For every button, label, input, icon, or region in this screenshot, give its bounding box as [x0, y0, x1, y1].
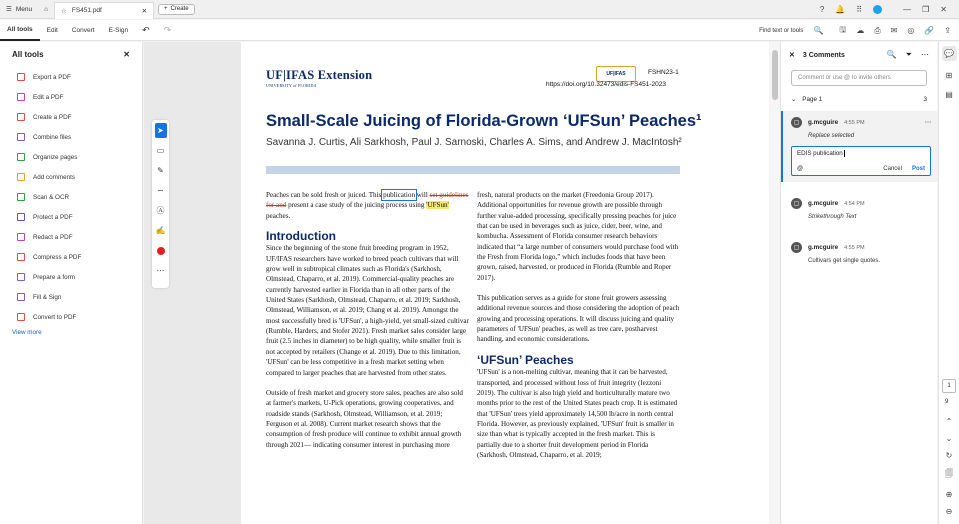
text-run: present a case study of the juicing process using — [286, 201, 427, 210]
bell-icon[interactable]: 🔔 — [835, 5, 846, 14]
comments-rail-icon[interactable]: 💬 — [942, 46, 957, 61]
page-total: 9 — [945, 399, 949, 405]
apps-icon[interactable]: ⠿ — [856, 5, 863, 14]
mail-icon[interactable]: ✉ — [890, 26, 898, 35]
tool-label: Create a PDF — [33, 113, 72, 121]
reply-value[interactable]: EDIS publication — [797, 150, 843, 157]
tool-item[interactable] — [0, 67, 142, 87]
comment-text: Replace selected — [808, 133, 855, 139]
color-picker-icon[interactable] — [155, 243, 167, 258]
text-run: will — [415, 191, 430, 199]
all-tools-panel — [0, 42, 143, 524]
chevron-down-icon[interactable]: ⌄ — [791, 96, 797, 103]
plus-icon: + — [164, 6, 168, 12]
tool-icon — [17, 193, 25, 201]
tool-icon — [17, 273, 25, 281]
tool-icon — [17, 213, 25, 221]
menu-button[interactable] — [0, 0, 38, 19]
tool-icon — [17, 113, 25, 121]
tool-item[interactable] — [0, 247, 142, 267]
tool-icon — [17, 173, 25, 181]
star-icon[interactable]: ☆ — [61, 7, 67, 15]
menu-convert[interactable]: Convert — [71, 26, 95, 34]
tools-list — [0, 67, 142, 327]
comment-time: 4:55 PM — [844, 119, 865, 126]
link-icon[interactable]: 🔗 — [924, 26, 935, 35]
select-cursor-icon[interactable]: ➤ — [155, 123, 167, 138]
zoom-in-icon[interactable]: ⊕ — [945, 490, 953, 499]
scrollbar-thumb[interactable] — [772, 50, 778, 100]
ifas-logo — [266, 68, 372, 88]
redo-icon[interactable]: ↷ — [163, 24, 172, 35]
toolbar-right — [759, 20, 951, 41]
close-comments-icon[interactable]: ✕ — [789, 52, 795, 59]
comment-text: Strikethrough Text — [808, 214, 857, 220]
document-tab[interactable] — [54, 2, 154, 19]
reply-field[interactable] — [791, 146, 931, 176]
title-divider-bar — [266, 166, 680, 174]
comment-user: g.mcguire — [808, 119, 839, 126]
all-tools-title: All tools — [12, 50, 44, 59]
comment-author-row — [791, 117, 931, 128]
help-icon[interactable]: ? — [819, 5, 825, 14]
tool-item[interactable] — [0, 107, 142, 127]
close-tab-icon[interactable]: ✕ — [141, 7, 148, 15]
close-panel-icon[interactable]: ✕ — [123, 50, 130, 59]
filter-icon[interactable]: ⏷ — [905, 50, 912, 59]
home-button[interactable] — [38, 0, 54, 19]
chevron-up-icon[interactable]: ⌃ — [945, 417, 953, 426]
annotation-toolbar — [152, 120, 169, 288]
home-icon: ⌂ — [44, 5, 49, 13]
doc-title: Small-Scale Juicing of Florida-Grown ‘UFSun’ Peaches¹ — [266, 112, 702, 130]
heading-introduction: Introduction — [266, 229, 336, 244]
tool-label: Edit a PDF — [33, 93, 64, 101]
reply-actions — [797, 166, 925, 172]
tool-label: Organize pages — [33, 153, 78, 161]
ai-assistant-icon[interactable]: ◎ — [907, 26, 915, 35]
find-text-label[interactable]: Find text or tools — [759, 27, 804, 34]
tab-bar — [0, 0, 959, 19]
tool-item[interactable] — [0, 267, 142, 287]
tool-label: Protect a PDF — [33, 213, 73, 221]
tool-icon — [17, 233, 25, 241]
text-box-icon[interactable]: Ⓐ — [156, 206, 165, 215]
tool-label: Compress a PDF — [33, 253, 82, 261]
comment-author-row — [791, 242, 927, 253]
fresh-logo: UF|IFAS — [596, 66, 636, 82]
tool-icon — [17, 93, 25, 101]
attachments-rail-icon[interactable]: ▤ — [945, 90, 953, 99]
paragraph: 'UFSun' is a non-melting cultivar, meaning that it can be harvested, transported, and processed without loss of fruit integrity (Iezzoni 2019). The cultivar is also high yield and horticulturally mature two months prior to the rest of the United States peach crop. It is estimated that 'UFSun' trees yield approximately 14,500 lb/acre in north central Florida. However, as previously explained, 'UFSun' fruit is smaller in size than what is typically accepted in the fresh market. This is partially due to a shorter fruit development period in Florida (Sarkhosh, Olmstead, Chaparro, et al. 2019; — [477, 368, 678, 459]
doc-doi[interactable]: https://doi.org/10.32473/edis-FS451-2023 — [546, 81, 666, 88]
comment-author-row — [791, 198, 927, 209]
comment-user: g.mcguire — [808, 200, 839, 207]
comment-time: 4:55 PM — [844, 244, 865, 251]
tool-item[interactable] — [0, 287, 142, 307]
tool-icon — [17, 253, 25, 261]
tool-label: Prepare a form — [33, 273, 75, 281]
main-toolbar — [0, 20, 959, 41]
paragraph: Since the beginning of the stone fruit breeding program in 1952, UF/IFAS researchers have worked to breed peach cultivars that will grow well in subtropical climates such as Florida's (Sarkhosh, Olmstead, Chaparro, et al. 2019). Commercial-quality peaches are currently harvested earlier in Florida than in all other parts of the United States (Sarkhosh, Olmstead, Chaparro, et al. 2019; Sarkhosh, Olmstead, Williamson, et al. 2019; Chang et al. 2019). Amongst the most successfully bred is 'UFSun', a high-yield, yet small-sized cultivar (Rumble, Harders, and Stofer 2021). Fresh market sales consider large fruit (2.5 inches in diameter) to be high quality, while smaller fruit is not accepted by retailers (Change et al. 2019). Due to this limitation, 'UFSun' can be less competitive in a fresh market setting when compared to larger peaches that are harvested from other states. — [266, 244, 469, 377]
comments-count: 3 Comments — [802, 51, 845, 59]
menu-edit[interactable]: Edit — [46, 26, 58, 34]
search-icon[interactable]: 🔍 — [813, 26, 824, 35]
view-more-link[interactable]: View more — [12, 329, 42, 336]
zoom-out-icon[interactable]: ⊖ — [945, 507, 953, 516]
comment-card-active[interactable] — [781, 111, 937, 182]
stamp-icon[interactable]: ✍ — [155, 226, 166, 235]
close-window-icon[interactable]: ✕ — [940, 5, 947, 14]
create-button[interactable] — [158, 4, 195, 15]
tab-title: FS451.pdf — [71, 7, 102, 14]
page-group[interactable] — [781, 88, 937, 103]
text-run: Peaches can be sold fresh or juiced. This — [266, 191, 384, 199]
tool-item[interactable] — [0, 187, 142, 207]
left-column — [266, 190, 469, 460]
logo-text: UF|IFAS Extension — [266, 68, 373, 82]
avatar: ▢ — [791, 198, 802, 209]
page-number-input[interactable]: 1 — [942, 379, 956, 393]
heading-ufsun-peaches: ‘UFSun’ Peaches — [477, 352, 574, 367]
comment-user: g.mcguire — [808, 244, 839, 251]
tool-label: Redact a PDF — [33, 233, 73, 241]
tool-icon — [17, 133, 25, 141]
tool-label: Convert to PDF — [33, 313, 77, 321]
all-tools-header — [0, 42, 142, 67]
profile-avatar[interactable] — [873, 5, 882, 14]
text-run: peaches. — [266, 211, 291, 220]
tool-item[interactable] — [0, 167, 142, 187]
doc-code: FSHN23-1 — [648, 69, 679, 76]
comment-more-icon[interactable]: ⋯ — [924, 119, 931, 126]
add-comment-icon[interactable]: ▭ — [156, 146, 165, 155]
strikethrough-text[interactable]: set guidelines for and — [266, 191, 469, 210]
pdf-page — [241, 42, 769, 524]
menu-all-tools[interactable]: All tools — [0, 20, 40, 41]
tool-item[interactable] — [0, 227, 142, 247]
upload-icon[interactable]: ☁ — [856, 26, 865, 35]
logo-subtext: UNIVERSITY of FLORIDA — [266, 83, 317, 88]
paragraph: This publication serves as a guide for stone fruit growers assessing additional revenue sources and those considering the adoption of peach growing and processing operations. It will discuss juicing and quality parameters of 'UFSun' peaches, as well as tree care, postharvest handling, and economic considerations. — [477, 294, 680, 344]
tool-item[interactable] — [0, 127, 142, 147]
tool-item[interactable] — [0, 307, 142, 327]
tool-icon — [17, 153, 25, 161]
selected-text-publication[interactable]: publication — [383, 191, 415, 199]
document-scrollbar[interactable] — [770, 42, 780, 524]
create-label: Create — [170, 6, 189, 12]
page-nav — [941, 417, 957, 516]
share-icon[interactable]: ⇪ — [944, 26, 951, 35]
maximize-icon[interactable]: ❐ — [922, 5, 930, 14]
paragraph: fresh, natural products on the market (Freedonia Group 2017). Additional opportunities for revenue growth are possible through further value-added processing, specifically pressing peaches for juice that can be used in beverages such as juice, cider, beer, wine, and kombucha. Assessment of Florida consumer research behaviors indicated that “a large number of consumers would purchase food with the Fresh from Florida logo,” which includes foods that have been grown, raised, harvested, or produced in Florida (Rumble and Roper 2017). — [477, 191, 679, 282]
comment-text: Cultivars get single quotes. — [808, 258, 881, 264]
more-tools-icon[interactable]: ⋯ — [156, 266, 165, 275]
hamburger-icon: ☰ — [6, 6, 12, 13]
cancel-button[interactable]: Cancel — [883, 166, 902, 172]
right-column — [477, 190, 680, 470]
page-label: Page 1 — [802, 96, 823, 103]
print-icon[interactable]: ⎙ — [874, 25, 881, 35]
avatar: ▢ — [791, 242, 802, 253]
refresh-icon[interactable]: ↻ — [945, 451, 953, 460]
tool-icon — [17, 313, 25, 321]
doc-authors: Savanna J. Curtis, Ali Sarkhosh, Paul J. Sarnoski, Charles A. Sims, and Andrew J. MacIntosh² — [266, 137, 682, 148]
save-icon[interactable]: 🖫 — [839, 24, 847, 34]
tool-label: Export a PDF — [33, 73, 71, 81]
tool-label: Fill & Sign — [33, 293, 62, 301]
comments-header — [781, 42, 937, 68]
chevron-down-icon[interactable]: ⌄ — [945, 434, 953, 443]
comment-card[interactable] — [781, 188, 937, 226]
post-button[interactable]: Post — [911, 166, 925, 172]
paragraph: Outside of fresh market and grocery store sales, peaches are also sold at farmer's markets, U-Pick operations, growing cooperatives, and roadside stands (Sarkhosh, Olmstead, Williamson, et al. 2019; Ferguson et al. 2008). Current market research shows that the consumption of fresh produce will continue to exhibit annual growth through 2021— indicating consumer interest in purchasing more — [266, 388, 463, 449]
more-options-icon[interactable]: ⋯ — [921, 50, 929, 59]
save-copy-icon[interactable]: 🗐 — [945, 469, 953, 478]
tool-item[interactable] — [0, 87, 142, 107]
window-controls — [820, 0, 959, 19]
document-viewport[interactable] — [144, 42, 769, 524]
bookmark-rail-icon[interactable]: ⊞ — [945, 71, 953, 80]
menu-esign[interactable]: E-Sign — [108, 26, 129, 34]
highlighted-text[interactable]: 'UFSun' — [426, 201, 449, 210]
undo-icon[interactable]: ↶ — [142, 24, 150, 35]
comments-panel — [780, 42, 937, 524]
tool-item[interactable] — [0, 147, 142, 167]
tool-label: Combine files — [33, 133, 72, 141]
tool-item[interactable] — [0, 207, 142, 227]
mention-icon[interactable]: @ — [797, 166, 804, 172]
minimize-icon[interactable]: — — [903, 5, 912, 14]
tool-label: Add comments — [33, 173, 75, 181]
draw-pen-icon[interactable]: ✎ — [157, 166, 164, 175]
freehand-icon[interactable]: ∽ — [157, 186, 164, 195]
tool-label: Scan & OCR — [33, 193, 70, 201]
new-comment-input[interactable]: Comment or use @ to invite others — [791, 70, 927, 86]
tool-icon — [17, 293, 25, 301]
comment-time: 4:54 PM — [844, 200, 865, 207]
intro-paragraph — [266, 190, 469, 221]
search-comments-icon[interactable]: 🔍 — [886, 50, 897, 59]
comment-card[interactable] — [781, 232, 937, 270]
page-comment-count: 3 — [923, 96, 927, 103]
menu-label: Menu — [15, 5, 33, 13]
avatar: ▢ — [791, 117, 802, 128]
tool-icon — [17, 73, 25, 81]
